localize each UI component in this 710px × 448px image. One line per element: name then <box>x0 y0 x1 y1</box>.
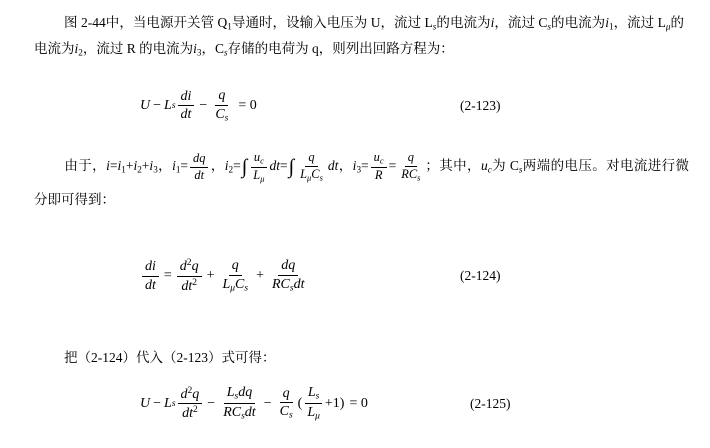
equation-2-124-tag: (2-124) <box>460 268 501 284</box>
p1-text-g: 的电流为 <box>34 15 685 57</box>
eq125-den-sup2: 2 <box>192 405 198 416</box>
eq125-minus-2: − <box>207 395 216 411</box>
eq125-equals-zero: = 0 <box>349 395 368 411</box>
eq124-den-sup2: 2 <box>192 277 197 288</box>
u-sub-2: c <box>379 155 384 166</box>
eq124-dt3: dt <box>293 276 305 292</box>
uc-num <box>251 151 267 168</box>
frac-uc-lmu <box>250 151 267 184</box>
paragraph-3 <box>34 345 684 371</box>
equation-2-123-expression <box>140 88 257 124</box>
i3-lhs: i <box>352 158 357 174</box>
eq124-dq: dq <box>278 258 298 276</box>
eq124-frac-q-lmucs <box>219 258 251 294</box>
L-symbol-2: L <box>300 167 308 182</box>
eq125-dq: dq <box>238 385 253 400</box>
eq124-plus-1: + <box>206 268 215 284</box>
eq125-U: U <box>140 395 151 411</box>
paragraph-2 <box>34 148 689 214</box>
C-symbol-1: C <box>311 167 320 182</box>
eq125-d: d <box>180 386 188 402</box>
p1-i: i <box>490 15 495 30</box>
i2-lhs-sub: 2 <box>228 164 234 175</box>
p1-text-b: 导通时，设输入电压为 U，流过 L <box>231 15 433 30</box>
eq123-minus2: − <box>199 97 208 113</box>
equation-2-124-expression <box>140 258 309 294</box>
eq125-minus-3: − <box>263 395 272 411</box>
dq: dq <box>190 152 208 168</box>
p1-sub-cs1: s <box>547 21 551 32</box>
eq125-minus-1: − <box>153 395 162 411</box>
eq125-frac-q-cs <box>277 386 296 422</box>
p2-lead: 由于， <box>64 158 107 174</box>
eq123-cs <box>212 106 231 124</box>
p1-text-d: ，流过 C <box>494 15 548 30</box>
i2-symbol: i <box>133 158 138 174</box>
lmucs-den <box>297 167 326 183</box>
i1-lhs: i <box>172 158 176 174</box>
p3-text: 把（2-124）代入（2-123）式可得： <box>64 350 276 365</box>
p1-i3-base: i <box>193 41 197 57</box>
eq125-frac-lsdq-rcsdt <box>220 385 258 423</box>
equation-2-123-tag: (2-123) <box>460 97 501 113</box>
p1-sub-ls: s <box>432 21 437 32</box>
eq125-dt: dt <box>182 406 193 422</box>
figure-reference: 图 2-44 <box>64 15 106 30</box>
eq125-cs <box>277 403 296 421</box>
eq125-frac-ls-lmu <box>304 385 323 423</box>
integral-sign-1: ∫ <box>241 156 248 178</box>
i2-equals-2: = <box>279 158 288 174</box>
u-symbol-1: u <box>253 149 261 164</box>
eq124-rcsdt <box>269 276 307 294</box>
p1-text-i: ，C <box>201 41 224 57</box>
q-num-1: q <box>305 151 317 167</box>
paragraph-1 <box>34 10 684 63</box>
u-symbol-2: u <box>373 150 380 165</box>
inline-eq-i-definition <box>106 158 158 173</box>
p1-i1-base: i <box>605 15 609 30</box>
i2-equals: = <box>233 158 241 174</box>
eq125-L: L <box>164 395 172 411</box>
eq124-RC: RC <box>272 276 290 292</box>
dt: dt <box>194 167 205 182</box>
q-num-2: q <box>405 151 417 167</box>
i1-lhs-sub: 1 <box>175 164 181 175</box>
eq124-frac-dq-rcsdt <box>269 258 307 294</box>
p1-i2-base: i <box>74 41 79 57</box>
eq125-L4: L <box>307 405 316 421</box>
eq124-equals: = <box>163 268 172 284</box>
eq125-rcsdt <box>220 404 258 422</box>
eq124-di: di <box>142 259 159 277</box>
eq124-dt2 <box>178 277 200 295</box>
eq123-frac-di-dt <box>178 89 195 123</box>
eq123-L-sub: s <box>171 100 176 111</box>
frac-dq-dt <box>190 152 208 183</box>
frac-uc-r <box>371 151 387 183</box>
p2-uc-sub: c <box>487 164 492 175</box>
i2-lhs: i <box>224 158 229 174</box>
rcs-den <box>398 167 423 183</box>
eq125-dt2 <box>179 404 201 422</box>
u-sub-1: c <box>260 155 264 166</box>
i1-symbol: i <box>117 158 122 174</box>
eq123-di: di <box>178 89 195 107</box>
eq124-L-sub: μ <box>230 283 236 294</box>
eq123-frac-q-cs <box>212 88 231 124</box>
eq125-RC: RC <box>223 405 242 421</box>
p1-text-j: 存储的电荷为 q，则列出回路方程为： <box>227 41 454 57</box>
equation-2-123 <box>0 88 710 124</box>
equation-2-123-body <box>140 88 710 124</box>
i-equals: = <box>109 158 118 174</box>
equation-2-125-tag: (2-125) <box>470 395 511 411</box>
eq123-U: U <box>140 97 151 113</box>
eq124-dt-den: dt <box>181 278 193 294</box>
p1-i2-sub: 2 <box>78 48 83 59</box>
frac-q-lmucs <box>297 151 326 183</box>
eq123-C: C <box>215 106 225 122</box>
p1-i3-sub: 3 <box>196 48 202 59</box>
p1-text-h: ，流过 R 的电流为 <box>82 41 194 57</box>
eq124-C-sub: s <box>244 283 249 294</box>
plus-2: + <box>141 158 150 174</box>
eq123-C-sub: s <box>224 113 229 124</box>
p2-mid: ；其中， <box>425 158 481 174</box>
eq125-L2: L <box>226 385 235 400</box>
eq125-paren-close: ) <box>339 395 345 411</box>
eq123-q: q <box>215 88 228 106</box>
inline-eq-i1-definition <box>172 150 210 182</box>
comma-2: ， <box>210 158 225 174</box>
eq124-d: d <box>179 258 187 274</box>
eq124-frac-d2q-dt2 <box>177 258 202 294</box>
plus-1: + <box>125 158 134 174</box>
p2-uc-base: u <box>480 158 488 174</box>
i3-symbol: i <box>149 158 154 174</box>
dt-2: dt <box>327 158 339 174</box>
eq125-plus-one: +1 <box>324 395 340 411</box>
i3-lhs-sub: 3 <box>356 164 362 175</box>
eq125-L4-sub: μ <box>315 411 320 422</box>
eq125-ls <box>305 385 323 404</box>
eq124-q2: q <box>229 258 242 276</box>
eq125-lsdq <box>224 385 256 404</box>
R-den: R <box>374 168 383 183</box>
RC-sub: s <box>417 172 421 183</box>
i-symbol: i <box>106 158 110 174</box>
p2-tail-sub: s <box>518 164 523 175</box>
eq124-C: C <box>235 276 245 292</box>
eq124-frac-di-dt <box>142 259 159 293</box>
p1-text-c: 的电流为 <box>436 15 491 30</box>
eq124-lmucs <box>219 276 251 294</box>
eq123-equals-zero: = 0 <box>238 97 257 113</box>
p2-tail-b: 两端的电压。对电流进行微分即可得到： <box>34 158 690 208</box>
eq125-q2: q <box>280 386 293 404</box>
eq124-RC-sub: s <box>289 283 294 294</box>
p2-tail-a: 为 C <box>491 158 519 174</box>
p1-sub-lmu: μ <box>665 21 671 32</box>
eq125-sup2: 2 <box>187 385 193 396</box>
inline-eq-i2-definition <box>224 149 339 183</box>
L-sub-1: μ <box>260 172 265 183</box>
eq125-dt2b: dt <box>244 405 256 421</box>
eq125-L2-sub: s <box>234 391 239 402</box>
eq125-lmu <box>304 404 323 422</box>
equation-2-124 <box>0 258 710 294</box>
i3-equals-2: = <box>388 158 397 174</box>
eq125-C-sub: s <box>288 411 293 422</box>
i3-equals: = <box>361 158 369 174</box>
equation-2-125-expression <box>140 385 368 423</box>
inline-eq-i3-definition <box>352 150 426 183</box>
eq123-dt: dt <box>180 107 192 123</box>
i1-equals: = <box>180 158 189 174</box>
p1-i1-sub: 1 <box>608 21 614 32</box>
equation-2-124-body <box>140 258 710 294</box>
i1-sub: 1 <box>121 164 126 175</box>
eq125-RC-sub: s <box>241 411 245 422</box>
L-sub-2: μ <box>307 172 312 183</box>
frac-q-rcs <box>398 151 423 183</box>
p1-text-a: 中，当电源开关管 Q <box>105 15 228 30</box>
eq125-C: C <box>279 404 289 420</box>
eq125-q: q <box>192 386 200 402</box>
eq125-L-sub: s <box>171 398 176 409</box>
i2-sub: 2 <box>137 164 142 175</box>
eq125-d2q <box>178 386 203 405</box>
p1-text-e: 的电流为 <box>551 15 606 30</box>
L-symbol-1: L <box>253 167 261 182</box>
eq124-plus-2: + <box>256 268 264 284</box>
eq124-sup2: 2 <box>186 258 192 268</box>
eq125-paren-open: ( <box>297 395 303 411</box>
eq123-L: L <box>164 97 172 113</box>
C-sub-1: s <box>319 172 323 183</box>
lmu-den <box>250 168 267 184</box>
uc-num-2 <box>371 151 387 168</box>
comma-1: ， <box>157 158 173 174</box>
i3-sub: 3 <box>153 164 158 175</box>
comma-3: ， <box>338 158 353 174</box>
eq124-q: q <box>191 258 199 274</box>
p1-sub-q: 1 <box>227 21 232 32</box>
eq125-frac-d2q-dt2 <box>178 386 203 422</box>
dt-1: dt <box>269 158 280 174</box>
p1-sub-cs2: s <box>224 48 228 59</box>
eq124-d2q <box>177 258 202 277</box>
equation-2-125 <box>0 385 710 423</box>
integral-sign-2: ∫ <box>288 156 295 178</box>
eq123-minus: − <box>153 97 162 113</box>
RC-symbol: RC <box>401 167 418 182</box>
eq124-L: L <box>222 276 231 292</box>
eq125-L3: L <box>307 385 316 400</box>
equation-2-125-body <box>140 385 710 423</box>
eq125-L3-sub: s <box>315 391 320 402</box>
p1-text-f: ，流过 L <box>613 15 666 30</box>
eq124-dt: dt <box>145 277 156 293</box>
